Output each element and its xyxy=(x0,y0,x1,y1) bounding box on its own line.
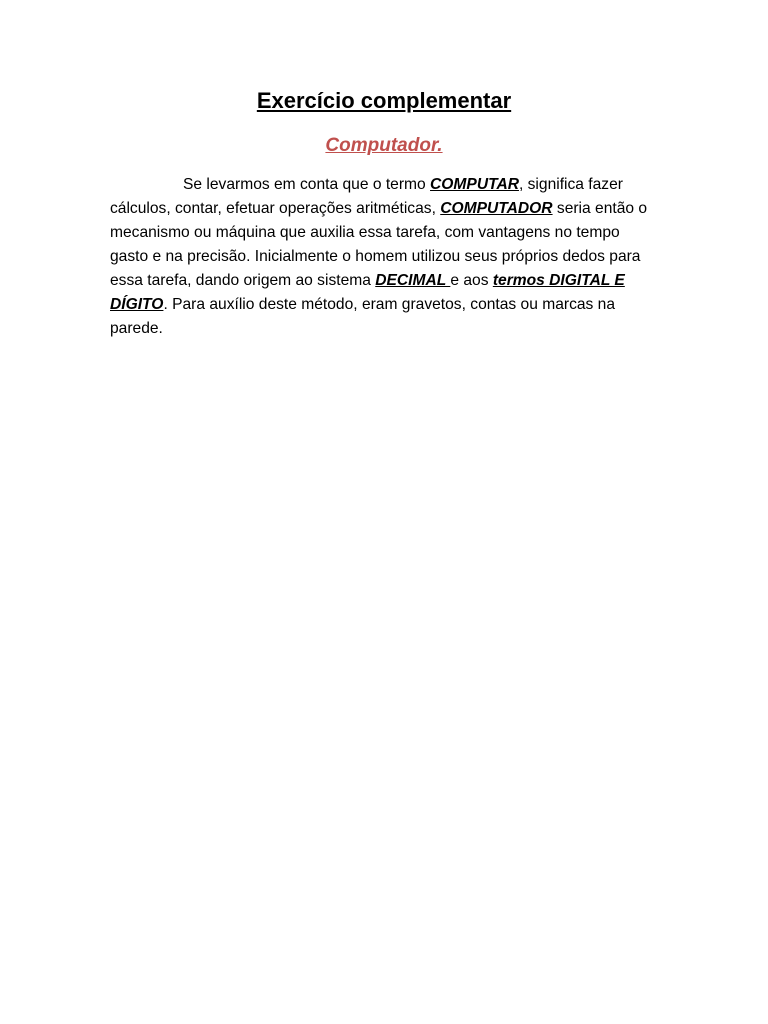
keyword-computador: COMPUTADOR xyxy=(440,200,553,217)
keyword-decimal: DECIMAL xyxy=(375,272,451,289)
document-title: Exercício complementar xyxy=(256,88,512,113)
keyword-digital-digito: termos DIGITAL E DÍGITO xyxy=(110,272,625,313)
paragraph-text: , significa fazer cálculos, contar, efetuar operações aritméticas, xyxy=(110,176,623,217)
paragraph-text: seria então o mecanismo ou máquina que auxilia essa tarefa, com vantagens no tempo gasto e na precisão. Inicialmente o homem utilizou seus próprios dedos para essa tarefa, dando origem ao sistema xyxy=(110,200,648,289)
paragraph-text: e aos xyxy=(450,272,493,289)
paragraph-text: Se levarmos em conta que o termo xyxy=(183,176,431,193)
keyword-computar: COMPUTAR xyxy=(430,176,519,193)
document-subtitle: Computador. xyxy=(325,135,443,156)
paragraph-text: . Para auxílio deste método, eram gravetos, contas ou marcas na parede. xyxy=(110,296,616,337)
document-paragraph xyxy=(110,173,660,341)
